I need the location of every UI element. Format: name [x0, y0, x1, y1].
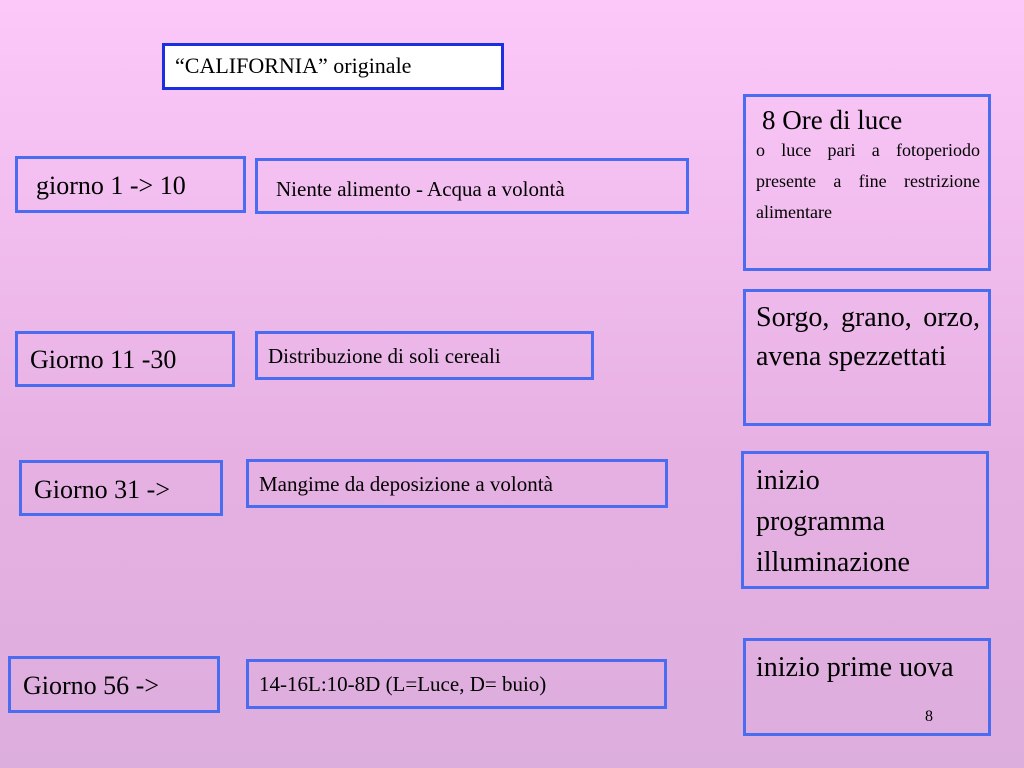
note-box-3 — [741, 451, 989, 589]
note-text: inizio prime uova — [756, 652, 954, 683]
slide-title-text: “CALIFORNIA” originale — [175, 53, 412, 78]
day-range-label: Giorno 56 -> — [23, 671, 159, 700]
lighting-note-heading: 8 Ore di luce — [762, 105, 903, 135]
day-range-box-1 — [15, 156, 246, 213]
feeding-text: Niente alimento - Acqua a volontà — [276, 177, 565, 201]
slide-title — [162, 43, 504, 90]
lighting-note-text: o luce pari a fotoperiodo presente a fine restrizione alimentare — [756, 140, 980, 222]
feeding-box-1 — [255, 158, 689, 214]
day-range-label: giorno 1 -> 10 — [36, 171, 186, 200]
feeding-box-3 — [246, 459, 668, 508]
note-box-4 — [743, 638, 991, 736]
note-text: Sorgo, grano, orzo, avena spezzettati — [756, 302, 980, 372]
day-range-box-2 — [15, 331, 235, 387]
feeding-text: Distribuzione di soli cereali — [268, 344, 501, 368]
day-range-box-4 — [8, 656, 220, 713]
feeding-text: Mangime da deposizione a volontà — [259, 472, 553, 496]
day-range-box-3 — [19, 460, 223, 516]
day-range-label: Giorno 31 -> — [34, 475, 170, 504]
page-number: 8 — [925, 708, 933, 725]
lighting-note-box-1 — [743, 94, 991, 271]
note-box-2 — [743, 289, 991, 426]
feeding-box-2 — [255, 331, 594, 380]
note-text: inizio programma illuminazione — [756, 465, 910, 578]
day-range-label: Giorno 11 -30 — [30, 345, 177, 374]
feeding-text: 14-16L:10-8D (L=Luce, D= buio) — [259, 672, 547, 696]
feeding-box-4 — [246, 659, 667, 709]
